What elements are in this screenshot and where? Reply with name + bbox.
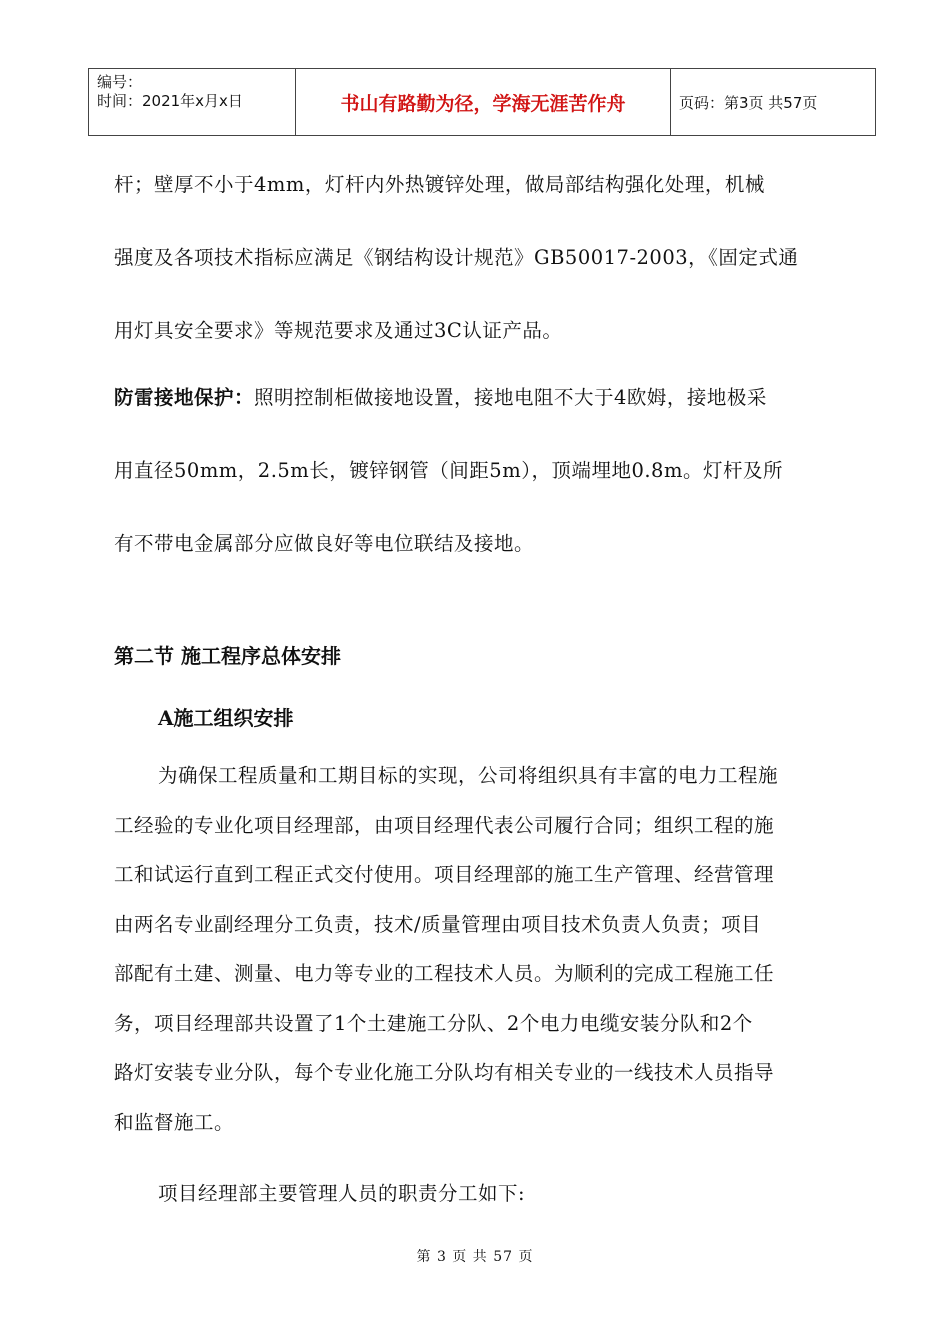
text-line: 由两名专业副经理分工负责，技术/质量管理由项目技术负责人负责；项目 [114, 912, 762, 936]
header-page-info: 页码：第3页 共57页 [671, 69, 876, 136]
text-line: 和监督施工。 [114, 1110, 235, 1134]
lightning-protection-text: 照明控制柜做接地设置，接地电阻不大于4欧姆，接地极采 [254, 386, 767, 409]
text-line: 路灯安装专业分队，每个专业化施工分队均有相关专业的一线技术人员指导 [114, 1061, 775, 1084]
text-line [114, 361, 854, 434]
paragraph-lightning-protection [114, 361, 854, 580]
header-number-label: 编号： [97, 73, 143, 91]
text-line: 务，项目经理部共设置了1个土建施工分队、2个电力电缆安装分队和2个 [114, 1011, 753, 1035]
text-line: 有不带电金属部分应做良好等电位联结及接地。 [114, 532, 535, 555]
document-header [88, 68, 876, 136]
footer-page-number: 第 3 页 共 57 页 [416, 1249, 534, 1265]
section-title: 第二节 施工程序总体安排 [114, 644, 341, 668]
text-line: 为确保工程质量和工期目标的实现，公司将组织具有丰富的电力工程施 [158, 764, 779, 787]
text-line: 用直径50mm，2.5m长，镀锌钢管（间距5m），顶端埋地0.8m。灯杆及所 [114, 459, 783, 482]
text-line: 部配有土建、测量、电力等专业的工程技术人员。为顺利的完成工程施工任 [114, 962, 775, 985]
text-line: 强度及各项技术指标应满足《钢结构设计规范》GB50017-2003，《固定式通 [114, 246, 799, 269]
paragraph-duties-intro [114, 1176, 854, 1212]
header-time-label: 时间：2021年x月x日 [97, 92, 243, 110]
lightning-protection-label: 防雷接地保护： [114, 386, 255, 409]
text-line: 杆；壁厚不小于4mm，灯杆内外热镀锌处理，做局部结构强化处理，机械 [114, 173, 765, 196]
text-line: 用灯具安全要求》等规范要求及通过3C认证产品。 [114, 319, 563, 342]
subsection-title: A施工组织安排 [158, 706, 294, 730]
text-line: 工经验的专业化项目经理部，由项目经理代表公司履行合同；组织工程的施 [114, 813, 775, 837]
paragraph-lamp-pole [114, 148, 854, 367]
page-footer [0, 1246, 950, 1266]
header-motto: 书山有路勤为径，学海无涯苦作舟 [296, 69, 671, 136]
paragraph-organization [114, 751, 854, 1147]
header-meta [89, 69, 296, 136]
text-line: 工和试运行直到工程正式交付使用。项目经理部的施工生产管理、经营管理 [114, 863, 775, 886]
text-line: 项目经理部主要管理人员的职责分工如下: [158, 1182, 526, 1205]
